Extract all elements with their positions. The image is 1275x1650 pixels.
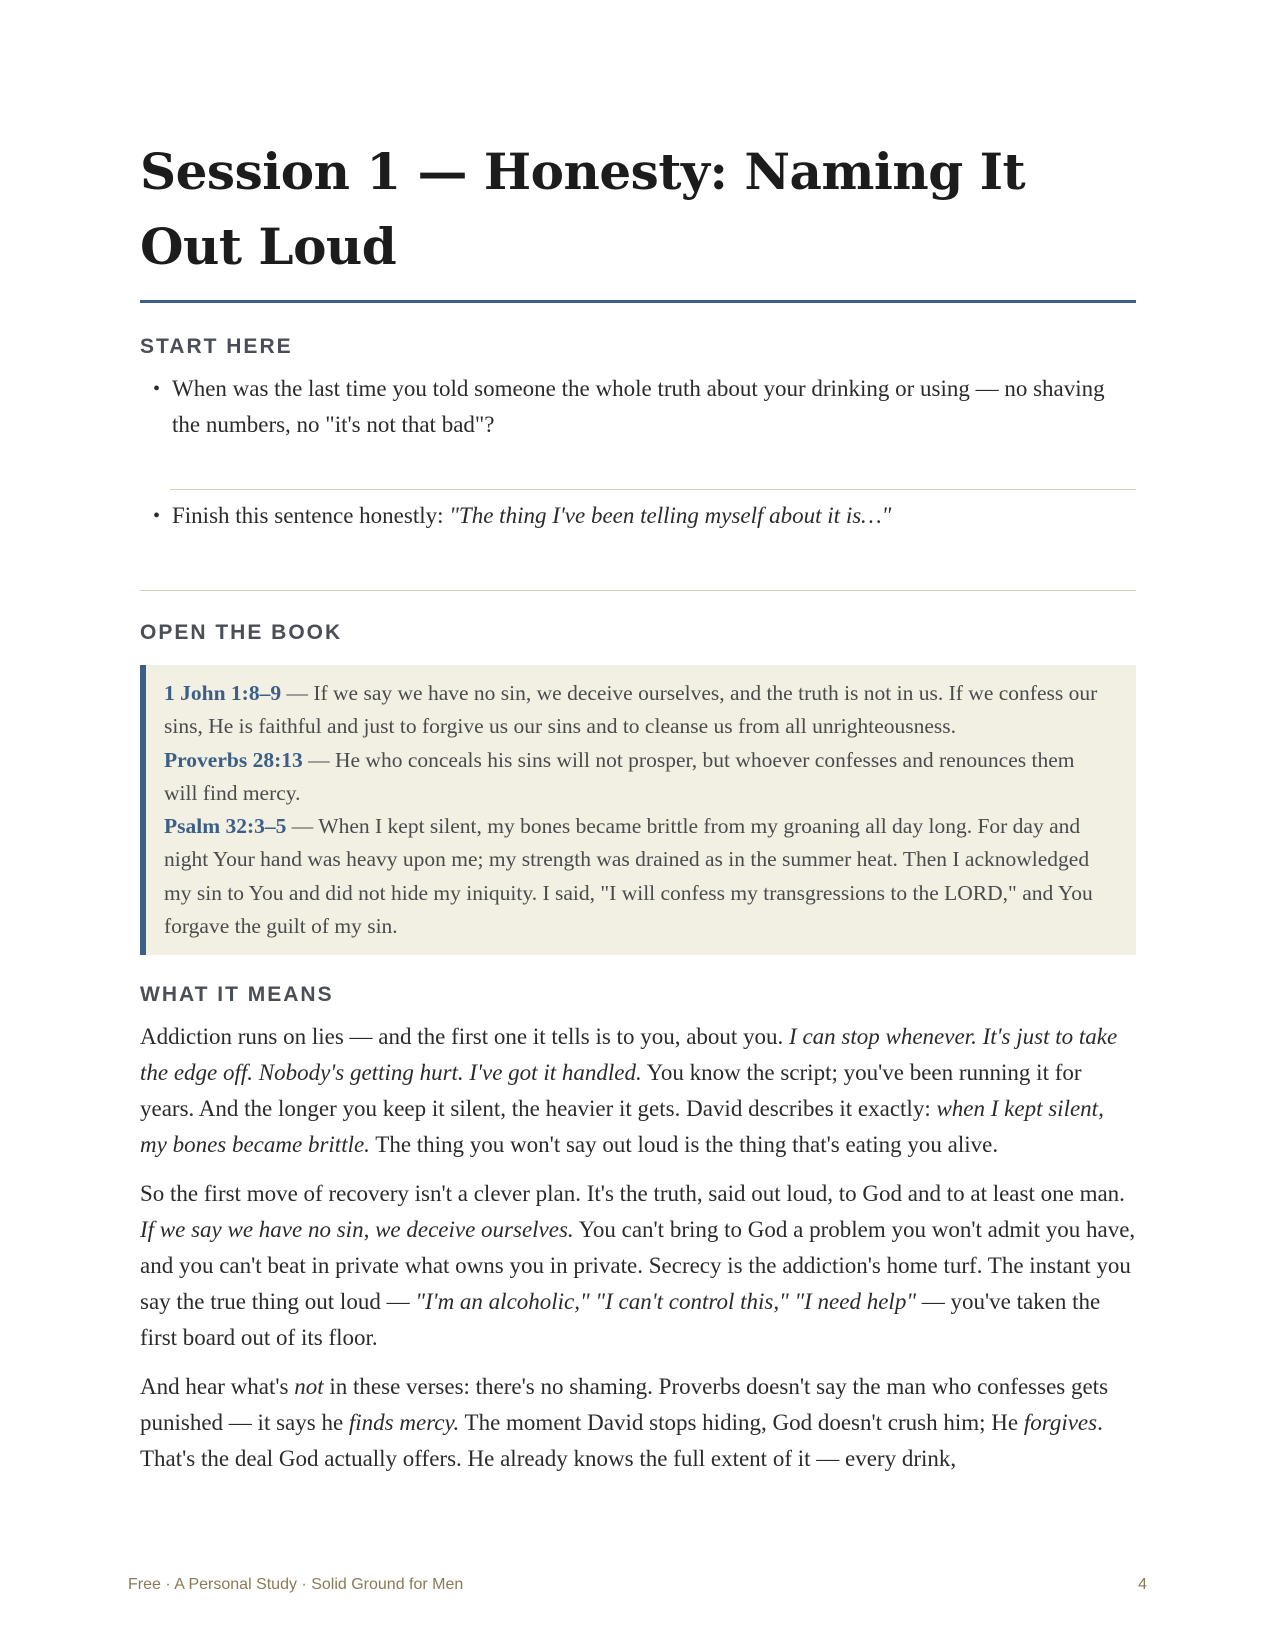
prompt-text: When was the last time you told someone the whole truth about your drinking or using — no shaving the numbers, no "it's not that bad"? — [172, 376, 1105, 437]
scripture-block — [140, 665, 1136, 955]
page-number: 4 — [1138, 1576, 1147, 1593]
section-divider — [140, 590, 1136, 591]
page-content — [140, 134, 1136, 1477]
footer-title: Free · A Personal Study · Solid Ground for Men — [128, 1576, 464, 1593]
scripture-text: — When I kept silent, my bones became brittle from my groaning all day long. For day and night Your hand was heavy upon me; my strength was drained as in the summer heat. Then I acknowledged my sin to You and did not hide my iniquity. I said, "I will confess my transgressions to the LORD," and You forgave the guilt of my sin. — [164, 814, 1093, 939]
title-divider — [140, 300, 1136, 303]
start-here-heading: START HERE — [140, 335, 293, 358]
text-run-italic: forgives — [1023, 1410, 1098, 1436]
text-run: The moment David stops hiding, God doesn't crush him; He — [459, 1410, 1024, 1436]
prompt-item — [140, 498, 1136, 534]
text-run: So the first move of recovery isn't a clever plan. It's the truth, said out loud, to God and to at least one man. — [140, 1181, 1125, 1207]
what-it-means-heading: WHAT IT MEANS — [140, 983, 334, 1007]
text-run: You know the script; you've been running it for years. And the longer you keep it silent, the heavier it gets. David describes it exactly: — [140, 1060, 1082, 1122]
text-run: in these verses: there's no shaming. Proverbs doesn't say the man who confesses gets punished — it says he — [140, 1374, 1109, 1436]
bullet-icon: • — [153, 378, 161, 400]
prompt-item — [140, 371, 1136, 443]
body-paragraph — [140, 1176, 1136, 1356]
text-run: — you've taken the first board out of its floor. — [140, 1289, 1101, 1351]
open-the-book-heading: OPEN THE BOOK — [140, 621, 343, 644]
text-run-italic: when I kept silent, my bones became brittle. — [140, 1096, 1104, 1158]
answer-line — [170, 489, 1136, 490]
text-run-italic: If we say we have no sin, we deceive ourselves. — [140, 1217, 574, 1243]
scripture-reference: Psalm 32:3–5 — [164, 814, 287, 839]
scripture-passage — [164, 810, 1112, 943]
scripture-passage — [164, 744, 1112, 811]
text-run: Addiction runs on lies — and the first one it tells is to you, about you. — [140, 1024, 790, 1050]
text-run-italic: "I'm an alcoholic," "I can't control this," "I need help" — [415, 1289, 916, 1315]
scripture-passage — [164, 677, 1112, 744]
scripture-text: — He who conceals his sins will not prosper, but whoever confesses and renounces them will find mercy. — [164, 747, 1075, 805]
text-run: And hear what's — [140, 1374, 295, 1400]
page-title: Session 1 — Honesty: Naming It Out Loud — [140, 142, 1026, 276]
text-run-italic: not — [294, 1374, 324, 1400]
body-paragraph — [140, 1019, 1136, 1163]
text-run-italic: I can stop whenever. It's just to take the edge off. Nobody's getting hurt. I've got it handled. — [140, 1024, 1118, 1086]
text-run: . That's the deal God actually offers. He already knows the full extent of it — every drink, — [140, 1410, 1103, 1472]
scripture-reference: 1 John 1:8–9 — [164, 681, 282, 705]
reflection-prompts-2 — [140, 498, 1136, 534]
prompt-quote: "The thing I've been telling myself about it is…" — [449, 503, 892, 528]
scripture-reference: Proverbs 28:13 — [164, 747, 303, 772]
bullet-icon: • — [153, 505, 161, 527]
text-run-italic: finds mercy. — [348, 1410, 460, 1436]
body-paragraph — [140, 1369, 1136, 1477]
reflection-prompts — [140, 371, 1136, 443]
text-run: The thing you won't say out loud is the thing that's eating you alive. — [369, 1132, 999, 1158]
text-run: You can't bring to God a problem you won't admit you have, and you can't beat in private what owns you in private. Secrecy is the addiction's home turf. The instant you say the true thing out loud — — [140, 1217, 1136, 1315]
prompt-text: Finish this sentence honestly: — [172, 503, 450, 528]
scripture-text: — If we say we have no sin, we deceive ourselves, and the truth is not in us. If we confess our sins, He is faithful and just to forgive us our sins and to cleanse us from all unrighteousness. — [164, 681, 1098, 739]
